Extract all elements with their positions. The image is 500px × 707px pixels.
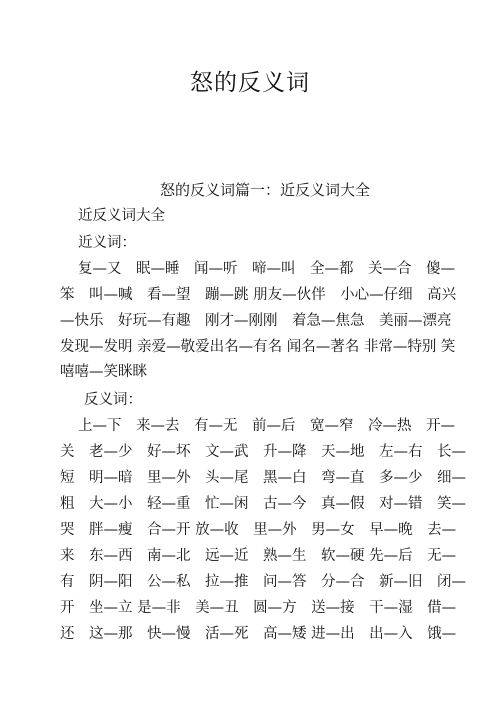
synonym-line: 嘻嘻—笑眯眯 xyxy=(60,364,147,380)
antonym-line: 有 阴—阳 公—私 拉—推 问—答 分—合 新—旧 闭— xyxy=(60,574,466,590)
synonym-line: 发现—发明 亲爱—敬爱出名—有名 闻名—著名 非常—特别 笑 xyxy=(60,339,456,355)
antonym-line: 上—下 来—去 有—无 前—后 宽—窄 冷—热 开— xyxy=(78,418,455,434)
synonym-line: 笨 叫—喊 看—望 蹦—跳 朋友—伙伴 小心—仔细 高兴 xyxy=(60,287,457,303)
antonym-line: 关 老—少 好—坏 文—武 升—降 天—地 左—右 长— xyxy=(60,444,466,460)
antonym-line: 来 东—西 南—北 远—近 熟—生 软—硬 先—后 无— xyxy=(60,548,457,564)
antonyms-heading: 反义词： xyxy=(84,392,142,408)
antonym-line: 还 这—那 快—慢 活—死 高—矮 进—出 出—入 饿— xyxy=(60,626,457,642)
synonyms-heading: 近义词： xyxy=(78,235,136,251)
section-heading: 近反义词大全 xyxy=(78,208,165,224)
antonym-line: 粗 大—小 轻—重 忙—闲 古—今 真—假 对—错 笑— xyxy=(60,496,466,512)
antonym-line: 开 坐—立 是—非 美—丑 圆—方 送—接 干—湿 借— xyxy=(60,600,457,616)
antonym-line: 短 明—暗 里—外 头—尾 黑—白 弯—直 多—少 细— xyxy=(60,470,466,486)
chapter-title: 怒的反义词篇一：近反义词大全 xyxy=(159,181,370,199)
document-title: 怒的反义词 xyxy=(190,70,310,96)
antonym-line: 哭 胖—瘦 合—开 放—收 里—外 男—女 早—晚 去— xyxy=(60,522,457,538)
synonym-line: 复—又 眠—睡 闻—听 啼—叫 全—都 关—合 傻— xyxy=(78,261,455,277)
synonym-line: —快乐 好玩—有趣 刚才—刚刚 着急—焦急 美丽—漂亮 xyxy=(60,313,452,329)
